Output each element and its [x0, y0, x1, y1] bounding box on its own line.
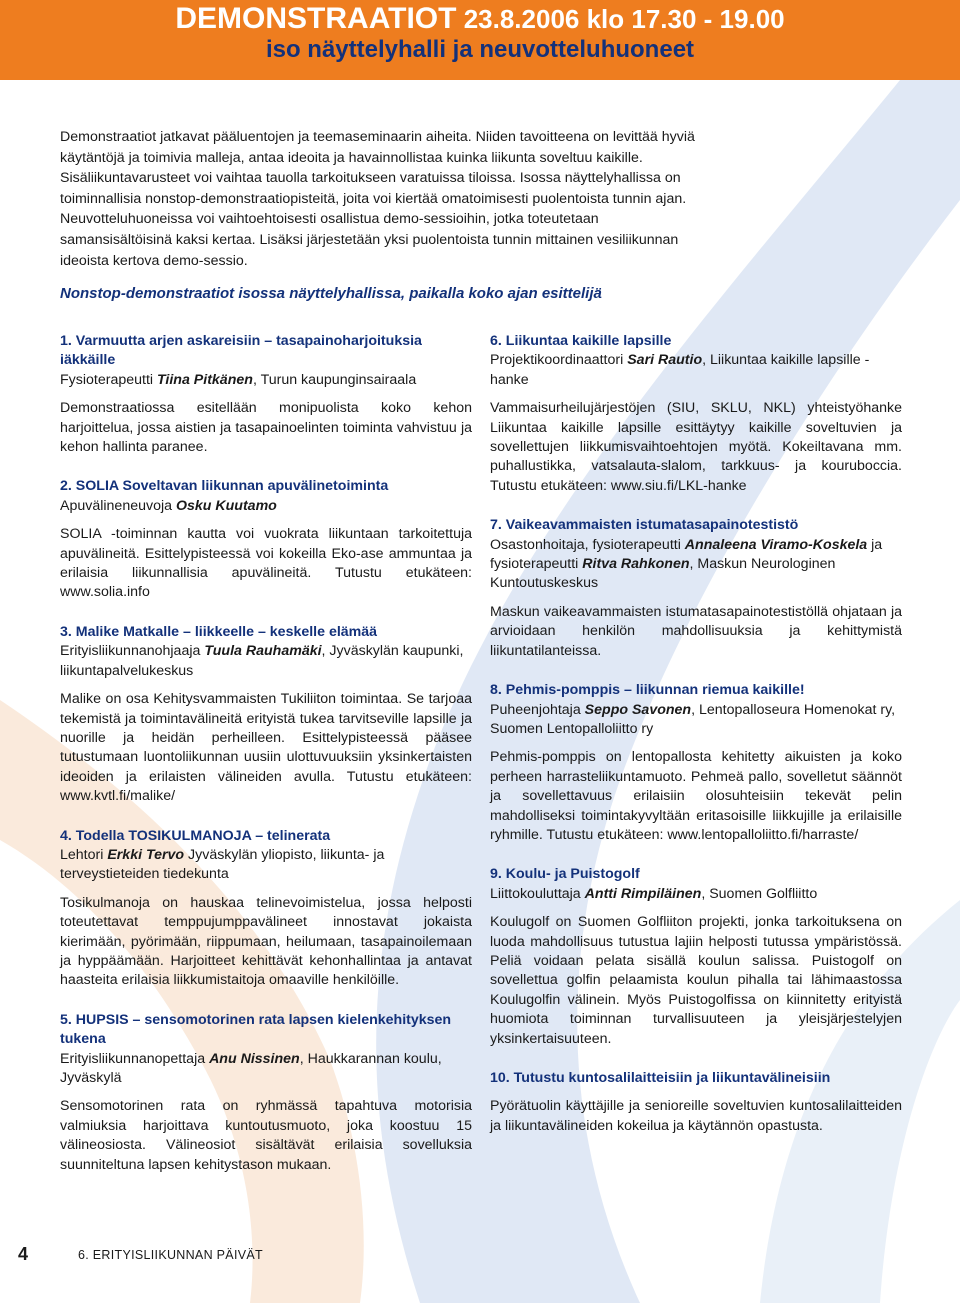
demo-description: SOLIA -toiminnan kautta voi vuokrata liikuntaan tarkoitettuja apuvälineitä. Esittelypisteessä voi kokeilla Eko-ase ammuntaa ja erilaisia liikunnallisia apuvälineitä. Tutustu etukäteen: www.solia.info — [60, 526, 472, 601]
left-column — [60, 332, 472, 1195]
demo-title: 2. SOLIA Soveltavan liikunnan apuvälinetoiminta — [60, 478, 389, 495]
demo-description: Maskun vaikeavammaisten istumatasapainotestistöllä ohjataan ja arvioidaan henkilön mahdollisuuksia ja kehittymistä liikuntatilanteissa. — [490, 603, 902, 659]
header-title-line — [0, 4, 960, 34]
demo-presenter: Lehtori Erkki Tervo Jyväskylän yliopisto, liikunta- ja terveystieteiden tiedekunta — [60, 846, 385, 883]
demo-description: Koulugolf on Suomen Golfliiton projekti, jonka tarkoituksena on luoda mahdollisuus tutustua lajiin helposti tutussa ympäristössä. Peliä voidaan pelata sisällä koulun salissa. Puistogolf on sovellettua golfin pelaamista koulun pihalla tai lähimaastossa Koulugolfin välinein. Myös Puistogolfissa on kiinnitetty erityistä huomiota toiminnan turvallisuuteen ja yleisjärjestelyjen yksinkertaisuuteen. — [490, 914, 902, 1047]
presenter-name: Anu Nissinen — [209, 1050, 300, 1067]
demo-presenter: Osastonhoitaja, fysioterapeutti Annaleena Viramo-Koskela ja fysioterapeutti Ritva Rahkonen, Maskun Neurologinen Kuntoutuskeskus — [490, 536, 883, 592]
demo-item — [490, 681, 902, 845]
demo-description: Demonstraatiossa esitellään monipuolista koko kehon harjoittelua, jossa aistien ja tasapainoelinten toiminta vahvistuu ja kehon hallinta paranee. — [60, 400, 472, 456]
demo-item — [60, 332, 472, 457]
footer-publication: 6. ERITYISLIIKUNNAN PÄIVÄT — [78, 1248, 263, 1262]
demo-item — [60, 827, 472, 991]
presenter-name: Osku Kuutamo — [175, 497, 277, 514]
demo-presenter: Erityisliikunnanopettaja Anu Nissinen, Haukkarannan koulu, Jyväskylä — [60, 1050, 442, 1086]
demo-presenter: Apuvälineneuvoja Osku Kuutamo — [60, 497, 277, 514]
section-subheading: Nonstop-demonstraatiot isossa näyttelyhallissa, paikalla koko ajan esittelijä — [60, 285, 602, 302]
demo-title: 3. Malike Matkalle – liikkeelle – keskelle elämää — [60, 623, 378, 640]
demo-presenter: Liittokouluttaja Antti Rimpiläinen, Suomen Golfliitto — [490, 885, 818, 902]
header-date: 23.8.2006 klo 17.30 - 19.00 — [463, 4, 785, 34]
demo-item — [490, 332, 902, 496]
demo-title: 8. Pehmis-pomppis – liikunnan riemua kaikille! — [490, 682, 805, 699]
presenter-name: Tuula Rauhamäki — [204, 643, 322, 660]
presenter-name: Erkki Tervo — [107, 846, 185, 863]
demo-item — [490, 865, 902, 1049]
demo-description: Sensomotorinen rata on ryhmässä tapahtuva motorisia valmiuksia harjoittava kuntoutusmuoto, joka koostuu 15 välineosiosta. Välineosiot sisältävät erilaisia sovelluksia suunniteltuna lapsen kehitystason mukaan. — [60, 1098, 472, 1173]
page-number: 4 — [18, 1244, 29, 1264]
presenter-name: Tiina Pitkänen — [157, 371, 253, 388]
demo-title: 5. HUPSIS – sensomotorinen rata lapsen kielenkehityksen tukena — [60, 1011, 452, 1048]
demo-title: 9. Koulu- ja Puistogolf — [490, 866, 640, 883]
demo-item — [490, 516, 902, 661]
header-subtitle: iso näyttelyhalli ja neuvotteluhuoneet — [265, 36, 695, 63]
demo-item — [490, 1069, 902, 1136]
demo-presenter: Erityisliikunnanohjaaja Tuula Rauhamäki, Jyväskylän kaupunki, liikuntapalvelukeskus — [60, 643, 464, 679]
demo-title: 4. Todella TOSIKULMANOJA – telinerata — [60, 827, 331, 844]
demo-item — [60, 477, 472, 602]
presenter-name: Ritva Rahkonen — [582, 556, 690, 573]
demo-title: 1. Varmuutta arjen askareisiin – tasapainoharjoituksia iäkkäille — [60, 333, 422, 369]
demo-description: Tosikulmanoja on hauskaa telinevoimistelua, jossa helposti toteutettavat temppujumppavälineet innostavat jokaista kierimään, pyörimään, riippumaan, heilumaan, tasapainoilemaan ja hyppäämään. Harjoitteet kehittävät kehonhallintaa ja antavat haasteita erilaisia liikkumistaitoja omaaville henkilöille. — [60, 894, 472, 989]
presenter-name: Seppo Savonen — [584, 701, 692, 718]
demo-title: 6. Liikuntaa kaikille lapsille — [490, 333, 672, 349]
demo-description: Pehmis-pomppis on lentopallosta kehitetty aikuisten ja koko perheen harrasteliikuntamuoto. Pehmeä pallo, sovelletut säännöt ja sovellettavuus erilaisiin olosuhteisiin tekevät pelin mahdolliseksi toimintakyvyltään eritasoisille liikkujille ja erilaisille ryhmille. Tutustu etukäteen: www.lentopalloliitto.fi/harraste/ — [490, 749, 902, 843]
intro-paragraph: Demonstraatiot jatkavat pääluentojen ja teemaseminaarin aiheita. Niiden tavoitteena on levittää hyviä käytäntöjä ja toimivia malleja, antaa ideoita ja havainnollistaa kuinka liikunta soveltuu kaikille. Sisäliikuntavarusteet voi vaihtaa tauolla tarkoitukseen varatuissa tiloissa. Isossa näyttelyhallissa on toiminnallisia nonstop-demonstraatiopisteitä, joita voi kiertää omatoimisesti puolentoista tunnin ajan. Neuvotteluhuoneissa voi vaihtoehtoisesti osallistua demo-sessioihin, jotka toteutetaan samansisältöisinä kaksi kertaa. Lisäksi järjestetään yksi puolentoista tunnin mittainen vesiliikunnan ideoista kertova demo-sessio. — [60, 129, 695, 269]
demo-item — [60, 623, 472, 807]
demo-description: Pyörätuolin käyttäjille ja senioreille soveltuvien kuntosalilaitteiden ja liikuntavälineiden kokeilua ja käytännön opastusta. — [490, 1098, 902, 1134]
page-header — [0, 0, 960, 80]
header-title: DEMONSTRAATIOT — [175, 2, 457, 35]
presenter-name: Annaleena Viramo-Koskela — [684, 536, 868, 553]
demo-title: 10. Tutustu kuntosalilaitteisiin ja liikuntavälineisiin — [490, 1070, 831, 1086]
presenter-name: Antti Rimpiläinen — [584, 885, 702, 902]
right-column — [490, 332, 902, 1156]
demo-presenter: Puheenjohtaja Seppo Savonen, Lentopalloseura Homenokat ry, Suomen Lentopalloliitto ry — [490, 701, 896, 737]
demo-presenter: Projektikoordinaattori Sari Rautio, Liikuntaa kaikille lapsille -hanke — [490, 352, 870, 388]
demo-item — [60, 1011, 472, 1175]
demo-description: Malike on osa Kehitysvammaisten Tukiliiton toimintaa. Se tarjoaa tekemistä ja toimintavälineitä erityistä tukea tarvitseville lapsille ja nuorille ja heidän perheilleen. Esittelypisteessä pääsee tutustumaan luontoliikunnan uusiin ulottuvuuksiin yksinkertaisten ideoiden ja erilaisten välineiden avulla. Tutustu etukäteen: www.kvtl.fi/malike/ — [60, 691, 472, 805]
demo-presenter: Fysioterapeutti Tiina Pitkänen, Turun kaupunginsairaala — [60, 371, 417, 388]
demo-title: 7. Vaikeavammaisten istumatasapainotestistö — [490, 517, 799, 534]
demo-description: Vammaisurheilujärjestöjen (SIU, SKLU, NKL) yhteistyöhanke Liikuntaa kaikille lapsille esittäytyy kaikille soveltuvien ja sovellettujen liikkumisvaihtoehtojen myötä. Kokeiltavana mm. puhallustikka, vatsalauta-slalom, tarkkuus- ja kouruboccia. Tutustu etukäteen: www.siu.fi/LKL-hanke — [490, 400, 902, 494]
presenter-name: Sari Rautio — [627, 352, 703, 369]
